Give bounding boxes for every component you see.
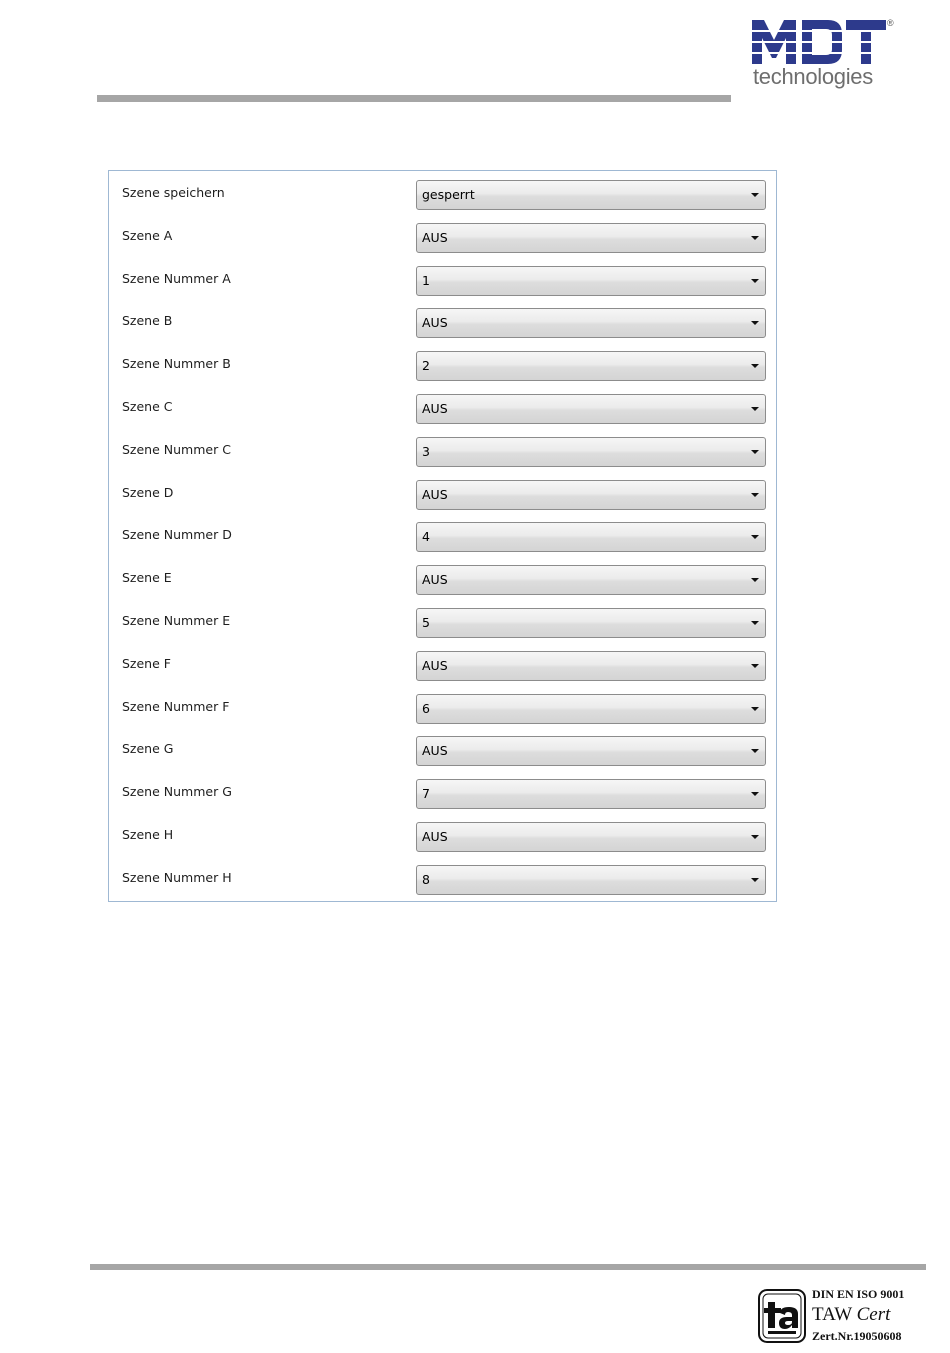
parameter-label: Szene Nummer C [122, 441, 231, 457]
parameter-label: Szene A [122, 227, 173, 243]
chevron-down-icon[interactable] [751, 493, 759, 497]
parameter-row [109, 385, 776, 415]
parameter-dropdown[interactable] [416, 736, 766, 766]
dropdown-selected-value: AUS [422, 572, 448, 588]
chevron-down-icon[interactable] [751, 707, 759, 711]
chevron-down-icon[interactable] [751, 835, 759, 839]
dropdown-selected-value: AUS [422, 743, 448, 759]
dropdown-selected-value: 4 [422, 529, 430, 545]
parameter-dropdown[interactable] [416, 266, 766, 296]
chevron-down-icon[interactable] [751, 749, 759, 753]
dropdown-selected-value: 8 [422, 871, 430, 887]
dropdown-selected-value: gesperrt [422, 187, 475, 202]
parameter-row [109, 813, 776, 843]
logo-subtext: technologies [753, 64, 873, 89]
parameter-dropdown[interactable] [416, 779, 766, 809]
parameter-row [109, 856, 776, 886]
cert-issuer-cert: Cert [856, 1304, 891, 1325]
dropdown-selected-value: 1 [422, 272, 430, 288]
parameter-label: Szene B [122, 313, 173, 329]
chevron-down-icon[interactable] [751, 621, 759, 625]
parameter-row [109, 556, 776, 586]
dropdown-selected-value: AUS [422, 401, 448, 416]
parameter-label: Szene Nummer G [122, 784, 232, 800]
footer-divider [90, 1264, 926, 1270]
parameter-label: Szene F [122, 655, 171, 671]
mdt-logo-mark [752, 18, 886, 66]
taw-cert-logo-icon [758, 1289, 806, 1343]
parameter-row [109, 214, 776, 244]
parameter-label: Szene D [122, 484, 174, 500]
iso-certification [758, 1287, 928, 1347]
parameter-dropdown[interactable] [416, 565, 766, 595]
chevron-down-icon[interactable] [751, 236, 759, 240]
parameter-label: Szene Nummer D [122, 527, 232, 543]
chevron-down-icon[interactable] [751, 321, 759, 325]
parameter-row [109, 642, 776, 672]
chevron-down-icon[interactable] [751, 878, 759, 882]
parameter-row [109, 471, 776, 501]
parameter-dropdown[interactable] [416, 522, 766, 552]
dropdown-selected-value: 6 [422, 700, 430, 716]
parameter-label: Szene Nummer F [122, 698, 230, 714]
parameter-dropdown[interactable] [416, 694, 766, 724]
cert-issuer [812, 1304, 890, 1326]
chevron-down-icon[interactable] [751, 279, 759, 283]
chevron-down-icon[interactable] [751, 407, 759, 411]
chevron-down-icon[interactable] [751, 535, 759, 539]
parameter-label: Szene Nummer E [122, 613, 231, 628]
parameter-label: Szene G [122, 741, 174, 757]
parameter-dropdown[interactable] [416, 394, 766, 424]
parameter-label: Szene speichern [122, 185, 225, 200]
header-divider [97, 95, 731, 102]
dropdown-selected-value: AUS [422, 315, 448, 331]
parameter-dropdown[interactable] [416, 180, 766, 210]
parameter-dropdown[interactable] [416, 865, 766, 895]
parameter-row [109, 299, 776, 329]
parameter-row [109, 257, 776, 287]
parameter-row [109, 513, 776, 543]
parameter-label: Szene Nummer A [122, 270, 231, 286]
parameter-row [109, 685, 776, 715]
parameter-row [109, 342, 776, 372]
dropdown-selected-value: AUS [422, 486, 448, 502]
parameter-panel [108, 170, 777, 902]
parameter-dropdown[interactable] [416, 608, 766, 638]
dropdown-selected-value: 7 [422, 786, 430, 802]
dropdown-selected-value: AUS [422, 229, 448, 245]
parameter-label: Szene H [122, 827, 174, 842]
parameter-label: Szene E [122, 570, 172, 586]
parameter-row [109, 599, 776, 629]
dropdown-selected-value: AUS [422, 657, 448, 673]
parameter-label: Szene Nummer H [122, 869, 232, 885]
chevron-down-icon[interactable] [751, 792, 759, 796]
chevron-down-icon[interactable] [751, 450, 759, 454]
parameter-label: Szene C [122, 399, 173, 414]
parameter-row [109, 727, 776, 757]
chevron-down-icon[interactable] [751, 664, 759, 668]
parameter-dropdown[interactable] [416, 223, 766, 253]
parameter-dropdown[interactable] [416, 480, 766, 510]
cert-number: Zert.Nr.19050608 [812, 1329, 902, 1343]
parameter-dropdown[interactable] [416, 651, 766, 681]
dropdown-selected-value: AUS [422, 829, 448, 844]
parameter-dropdown[interactable] [416, 822, 766, 852]
parameter-row [109, 770, 776, 800]
parameter-label: Szene Nummer B [122, 356, 231, 372]
parameter-dropdown[interactable] [416, 351, 766, 381]
dropdown-selected-value: 5 [422, 615, 430, 630]
registered-mark: ® [887, 18, 894, 28]
parameter-row [109, 428, 776, 458]
mdt-logo [752, 18, 902, 94]
chevron-down-icon[interactable] [751, 578, 759, 582]
parameter-dropdown[interactable] [416, 308, 766, 338]
cert-issuer-taw: TAW [812, 1304, 852, 1325]
parameter-dropdown[interactable] [416, 437, 766, 467]
dropdown-selected-value: 2 [422, 358, 430, 374]
dropdown-selected-value: 3 [422, 443, 430, 459]
chevron-down-icon[interactable] [751, 364, 759, 368]
cert-standard: DIN EN ISO 9001 [812, 1287, 905, 1301]
parameter-row [109, 171, 776, 201]
chevron-down-icon[interactable] [751, 193, 759, 197]
